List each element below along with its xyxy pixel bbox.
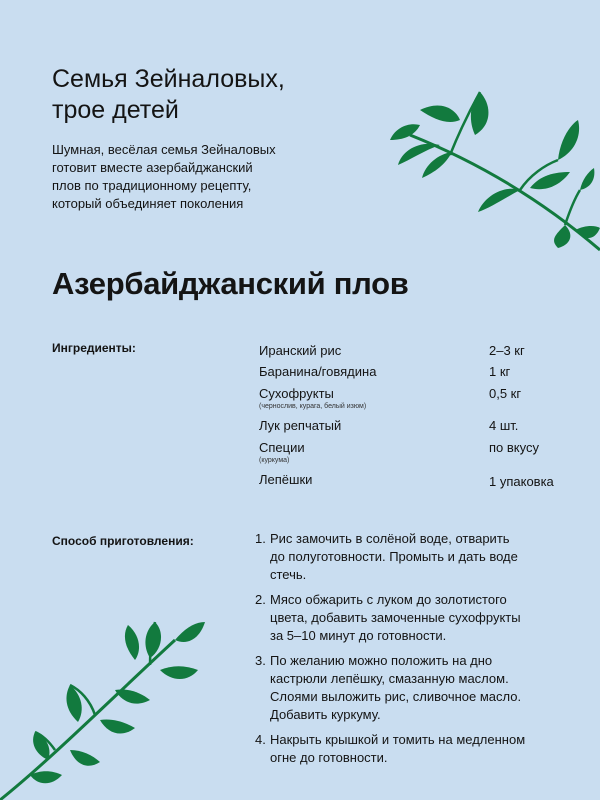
ingredients-label: Ингредиенты: [52,341,136,355]
ingredient-name-text: Лепёшки [259,472,313,487]
ingredient-qty: 2–3 кг [489,343,525,358]
step-line: огне до готовности. [270,750,388,765]
leaf-branch-bottom-icon [0,610,210,800]
step-line: Добавить куркуму. [270,707,381,722]
method-step [255,591,565,645]
ingredient-note: (чернослив, курага, белый изюм) [259,403,367,410]
method-step [255,530,565,584]
ingredient-name-text: Специи [259,440,305,455]
ingredient-qty: 0,5 кг [489,386,522,401]
ingredient-name [259,418,341,433]
ingredient-name-text: Лук репчатый [259,418,342,433]
ingredient-qty: 1 кг [489,364,511,379]
step-line: цвета, добавить замоченные сухофрукты [270,610,521,625]
ingredient-name [259,440,305,465]
step-line: стечь. [270,567,307,582]
step-line: за 5–10 минут до готовности. [270,628,447,643]
family-title [52,64,382,126]
step-line: до полуготовности. Промыть и дать воде [270,549,518,564]
ingredient-name-text: Иранский рис [259,343,342,358]
step-number: 3. [255,653,266,668]
step-number: 4. [255,732,266,747]
method-step [255,731,565,767]
ingredient-name-text: Сухофрукты [259,386,334,401]
ingredient-qty: по вкусу [489,440,539,455]
ingredient-name [259,364,376,379]
step-line: Рис замочить в солёной воде, отварить [270,531,510,546]
ingredient-name-text: Баранина/говядина [259,364,377,379]
family-title-line: Семья Зейналовых, [52,65,285,93]
family-description-line: который объединяет поколения [52,196,244,211]
method-label: Способ приготовления: [52,534,194,548]
ingredient-qty: 1 упаковка [489,474,554,489]
family-title-line: трое детей [52,96,179,124]
step-line: кастрюли лепёшку, смазанную маслом. [270,671,509,686]
method-step [255,652,565,724]
step-number: 1. [255,531,266,546]
method-steps [255,530,565,774]
step-line: Накрыть крышкой и томить на медленном [270,732,526,747]
family-description-line: плов по традиционному рецепту, [52,178,252,193]
leaf-branch-top-icon [380,80,600,260]
step-line: Мясо обжарить с луком до золотистого [270,592,507,607]
step-line: Слоями выложить рис, сливочное масло. [270,689,522,704]
family-description [52,141,332,213]
ingredient-name [259,343,341,358]
step-line: По желанию можно положить на дно [270,653,493,668]
ingredient-qty: 4 шт. [489,418,519,433]
family-description-line: Шумная, весёлая семья Зейналовых [52,142,276,157]
ingredient-note: (куркума) [259,457,290,464]
ingredient-name [259,386,366,411]
step-number: 2. [255,592,266,607]
recipe-title: Азербайджанский плов [52,266,409,301]
family-description-line: готовит вместе азербайджанский [52,160,253,175]
ingredient-name [259,472,312,487]
